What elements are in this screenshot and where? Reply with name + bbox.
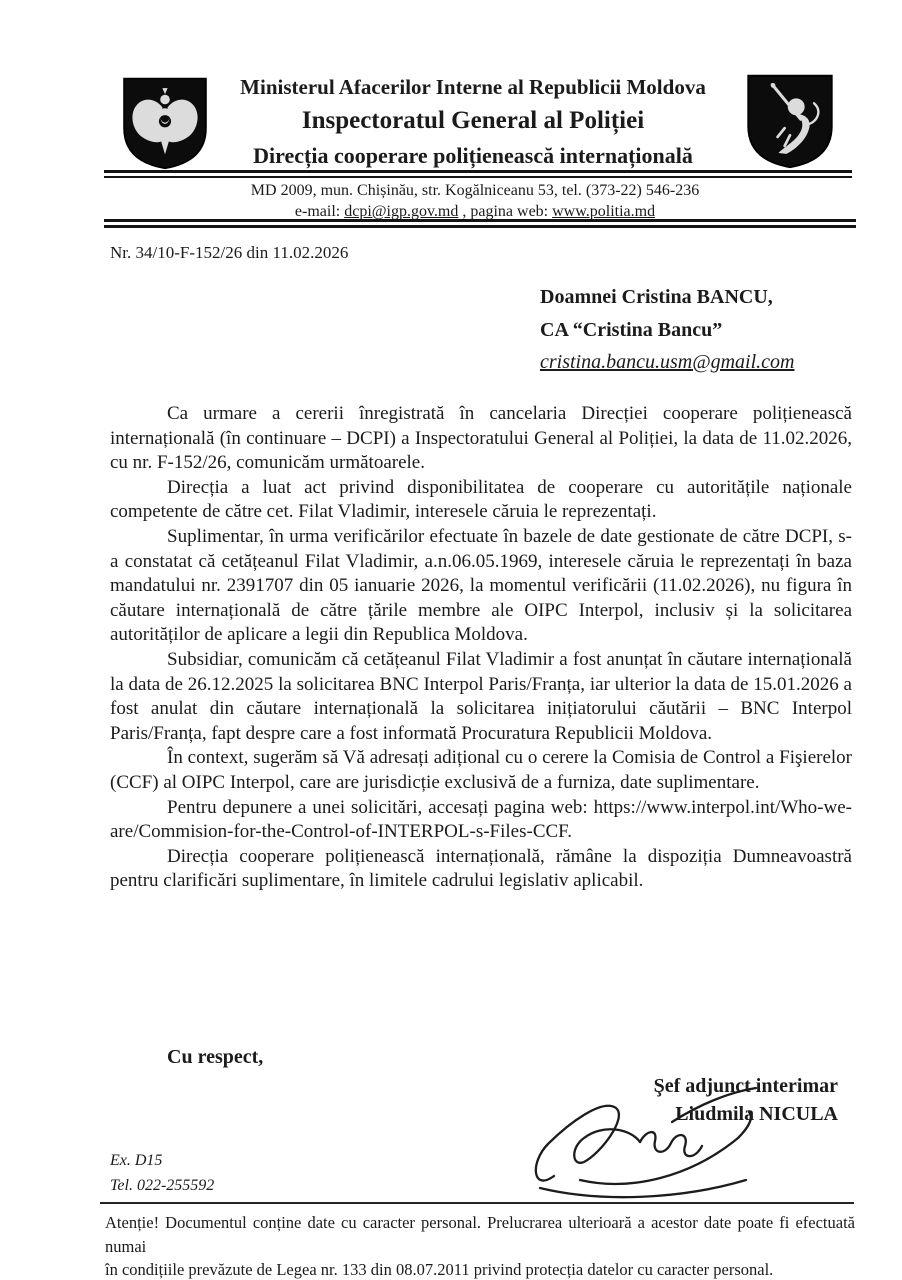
privacy-notice-line1: Atenție! Documentul conține date cu caracter personal. Prelucrarea ulterioară a acestor date poate fi efectuată numai [105, 1213, 855, 1256]
paragraph-weblink: Pentru depunere a unei solicitări, accesați pagina web: https://www.interpol.int/Who-we-are/Commision-for-the-Control-of-INTERPOL-s-Files-CCF. [110, 796, 852, 843]
web-prefix: , pagina web: [458, 203, 553, 220]
paragraph-cooperation: Direcția a luat act privind disponibilitatea de cooperare cu autoritățile naționale competente de către cet. Filat Vladimir, interesele căruia le reprezentați. [110, 476, 852, 523]
header-divider-top [104, 170, 852, 178]
recipient-email: cristina.bancu.usm@gmail.com [540, 351, 795, 373]
address-line: MD 2009, mun. Chișinău, str. Kogălniceanu 53, tel. (373-22) 546-236 [250, 182, 700, 199]
igp-lion-crest-icon [744, 73, 836, 169]
paragraph-verification: Suplimentar, în urma verificărilor efectuate în bazele de date gestionate de către DCPI, s-a constatat că cetățeanul Filat Vladimir, a.n.06.05.1969, interesele căruia le reprezentați în baza mandatului nr. 2391707 din 05 ianuarie 2026, la momentul verificării (11.02.2026), nu figura în căutare internațională de către țările membre ale OIPC Interpol, inclusiv și la solicitarea autorităților de aplicare a legii din Republica Moldova. [110, 525, 852, 646]
signature-scribble [522, 1080, 766, 1206]
reference-number: Nr. 34/10-F-152/26 din 11.02.2026 [110, 243, 349, 262]
privacy-notice [105, 1211, 855, 1280]
ministry-title: Ministerul Afacerilor Interne al Republicii Moldova [240, 75, 706, 99]
recipient-block [540, 281, 870, 378]
recipient-office: CA “Cristina Bancu” [540, 319, 723, 341]
paragraph-subsidiar: Subsidiar, comunicăm că cetățeanul Filat Vladimir a fost anunțat în căutare internațională la data de 26.12.2025 la solicitarea BNC Interpol Paris/Franța, iar ulterior la data de 15.01.2026 a fost anulat din căutare internațională la solicitarea inițiatorului căutării – BNC Interpol Paris/Franța, fapt despre care a fost informată Procuratura Republicii Moldova. [110, 648, 852, 744]
paragraph-ccf: În context, sugerăm să Vă adresați adițional cu o cerere la Comisia de Control a Fişierelor (CCF) al OIPC Interpol, care are jurisdicție exclusivă de a furniza, date suplimentare. [110, 747, 852, 793]
signer-name: Liudmila NICULA [675, 1103, 838, 1125]
directorate-title: Direcția cooperare polițienească internațională [253, 143, 693, 168]
website-address: www.politia.md [552, 203, 656, 220]
header-divider-bottom [104, 219, 856, 228]
executor-phone: Tel. 022-255592 [110, 1177, 215, 1194]
executor-block [110, 1148, 214, 1198]
email-address: dcpi@igp.gov.md [344, 203, 459, 220]
recipient-name: Doamnei Cristina BANCU, [540, 286, 773, 308]
mai-eagle-crest-icon [118, 76, 212, 170]
inspectorate-title: Inspectoratul General al Poliției [301, 107, 645, 134]
privacy-notice-line2: în condițiile prevăzute de Legea nr. 133 din 08.07.2011 privind protecția datelor cu caracter personal. [105, 1260, 774, 1279]
executor-id: Ex. D15 [110, 1152, 163, 1169]
letterhead [205, 72, 741, 172]
signer-title: Şef adjunct interimar [653, 1075, 838, 1097]
paragraph-closing: Direcția cooperare polițienească internațională, rămâne la dispoziția Dumneavoastră pentru clarificări suplimentare, în limitele cadrului legislativ aplicabil. [110, 845, 852, 892]
letter-body [110, 402, 852, 894]
email-prefix: e-mail: [294, 203, 345, 220]
paragraph-intro: Ca urmare a cererii înregistrată în cancelaria Direcției cooperare polițienească internațională (în continuare – DCPI) a Inspectoratului General al Poliției, la data de 11.02.2026, cu nr. F-152/26, comunicăm următoarele. [110, 403, 852, 474]
contact-block [150, 180, 800, 222]
salutation: Cu respect, [167, 1046, 264, 1068]
